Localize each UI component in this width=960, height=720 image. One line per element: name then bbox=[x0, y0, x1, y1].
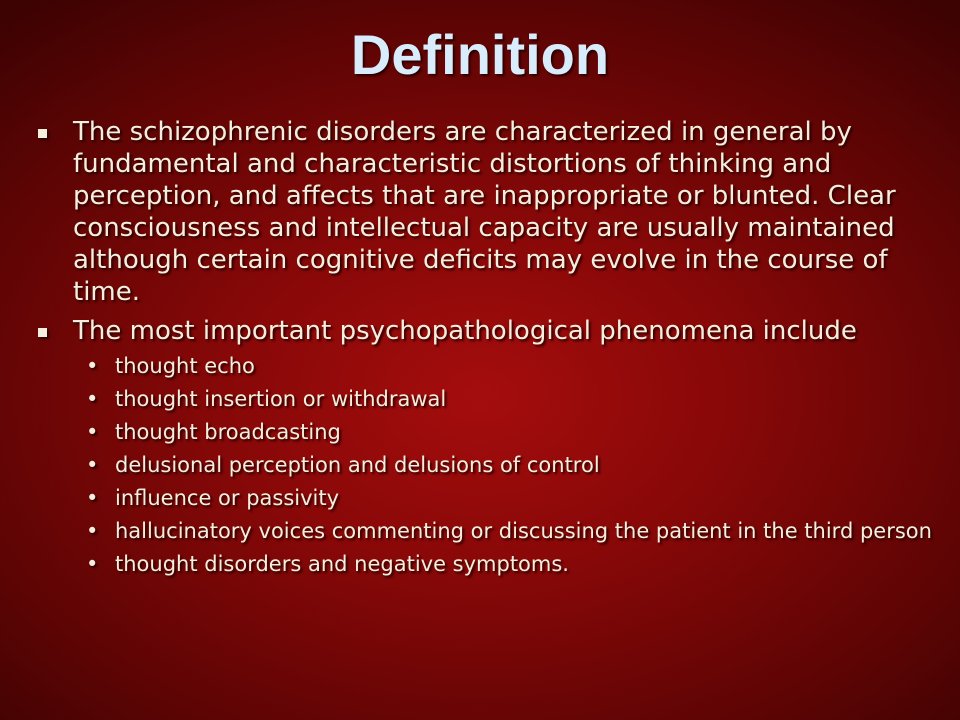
square-bullet-icon bbox=[38, 129, 47, 138]
square-bullet-icon bbox=[38, 328, 47, 337]
dot-bullet-icon: • bbox=[86, 486, 99, 510]
dot-bullet-icon: • bbox=[86, 552, 99, 576]
list-item bbox=[73, 387, 936, 411]
list-item-text: thought broadcasting bbox=[115, 420, 341, 444]
bullet-item-definition bbox=[36, 116, 936, 308]
list-item-text: influence or passivity bbox=[115, 486, 340, 510]
bullet-item-phenomena bbox=[36, 315, 936, 347]
phenomena-list bbox=[73, 354, 936, 576]
list-item bbox=[73, 486, 936, 510]
list-item-text: thought insertion or withdrawal bbox=[115, 387, 447, 411]
list-item-text: delusional perception and delusions of control bbox=[115, 453, 600, 477]
list-item bbox=[73, 519, 936, 543]
dot-bullet-icon: • bbox=[86, 519, 99, 543]
list-item bbox=[73, 420, 936, 444]
dot-bullet-icon: • bbox=[86, 420, 99, 444]
bullet-text: The schizophrenic disorders are characterized in general by fundamental and characteristic distortions of thinking and perception, and affects that are inappropriate or blunted. Clear consciousness and intellectual capacity are usually maintained although certain cognitive deficits may evolve in the course of time. bbox=[73, 117, 896, 307]
list-item bbox=[73, 354, 936, 378]
list-item-text: thought echo bbox=[115, 354, 255, 378]
list-item bbox=[73, 453, 936, 477]
slide-title: Definition bbox=[350, 23, 610, 86]
list-item-text: thought disorders and negative symptoms. bbox=[115, 552, 569, 576]
dot-bullet-icon: • bbox=[86, 453, 99, 477]
dot-bullet-icon: • bbox=[86, 387, 99, 411]
list-item-text: hallucinatory voices commenting or discussing the patient in the third person bbox=[115, 519, 932, 543]
list-item bbox=[73, 552, 936, 576]
bullet-text: The most important psychopathological phenomena include bbox=[73, 316, 857, 346]
slide-body bbox=[36, 116, 936, 585]
dot-bullet-icon: • bbox=[86, 354, 99, 378]
